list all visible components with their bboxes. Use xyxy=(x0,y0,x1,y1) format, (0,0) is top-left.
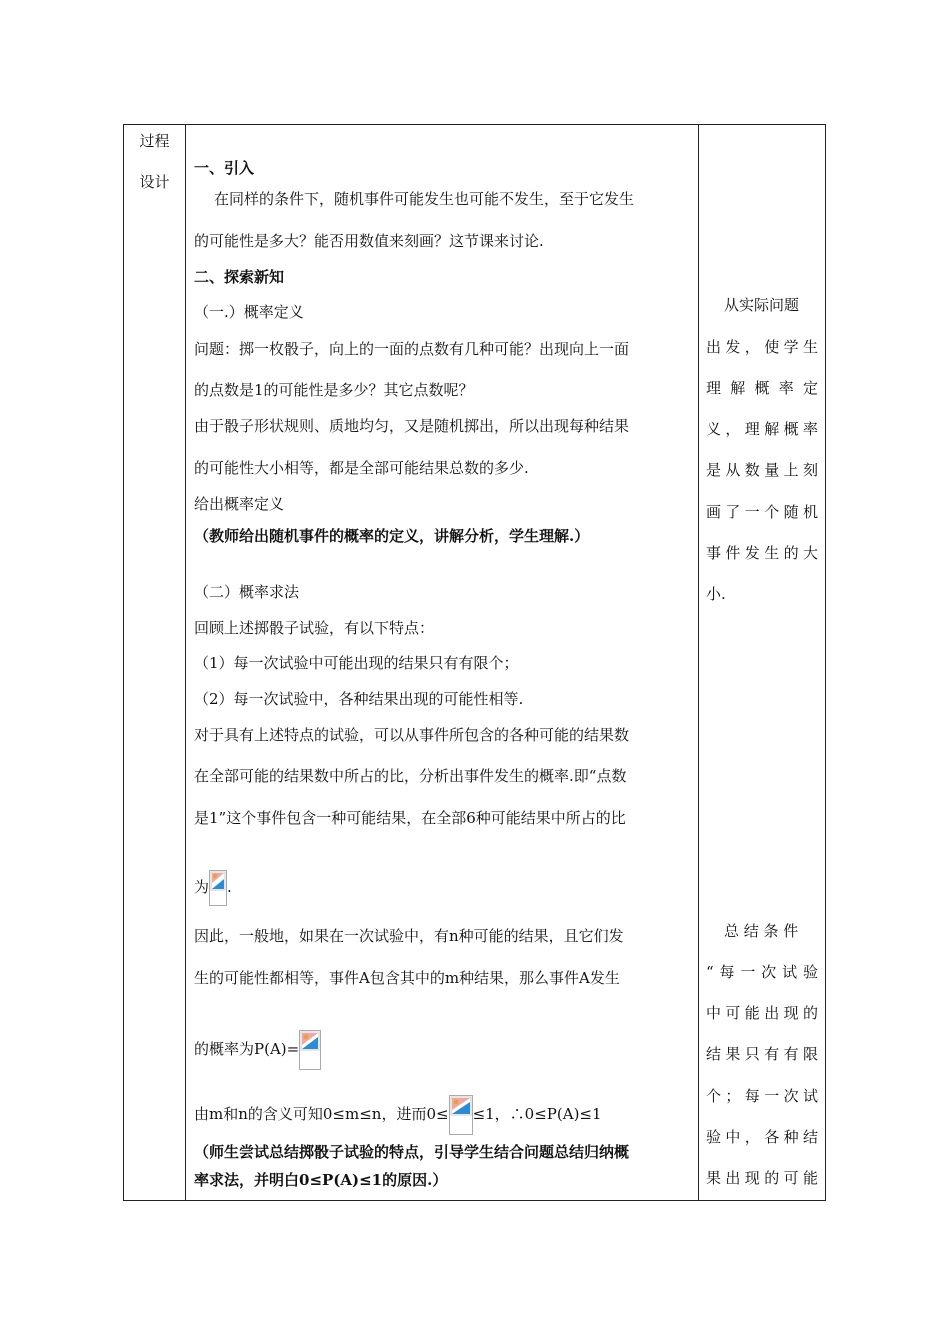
text: 由m和n的含义可知0≤m≤n，进而0≤ xyxy=(194,1105,449,1123)
paragraph xyxy=(194,1095,602,1135)
paragraph: 回顾上述掷骰子试验，有以下特点： xyxy=(194,619,435,637)
paragraph: 问题：掷一枚骰子，向上的一面的点数有几种可能？出现向上一面 xyxy=(194,340,630,358)
section-title: （二）概率求法 xyxy=(194,583,300,601)
note-line: “每一次试验 xyxy=(706,963,818,981)
note-line: 验中，各种结 xyxy=(706,1128,818,1146)
text: 的概率为P(A)= xyxy=(194,1040,300,1058)
teacher-note: （教师给出随机事件的概率的定义，讲解分析，学生理解.） xyxy=(194,527,590,545)
heading-explore: 二、探索新知 xyxy=(194,268,285,286)
section-title: （一.）概率定义 xyxy=(194,303,304,321)
note-line: 是从数量上刻 xyxy=(706,461,818,479)
note-line: 事件发生的大 xyxy=(706,544,818,562)
feature-item: （1）每一次试验中可能出现的结果只有有限个； xyxy=(194,654,519,672)
note-line: 果出现的可能 xyxy=(706,1169,818,1187)
paragraph: 由于骰子形状规则、质地均匀，又是随机掷出，所以出现每种结果 xyxy=(194,417,630,435)
note-line: 理解概率定 xyxy=(706,379,818,397)
note-line: 总 结 条 件 xyxy=(724,922,799,940)
stage-label: 设计 xyxy=(139,173,170,191)
paragraph: 对于具有上述特点的试验，可以从事件所包含的各种可能的结果数 xyxy=(194,726,630,744)
note-line: 中可能出现的 xyxy=(706,1004,818,1022)
formula-image-icon xyxy=(299,1030,321,1070)
formula-image-icon xyxy=(449,1095,473,1135)
formula-image-icon xyxy=(209,870,227,906)
note-line: 小. xyxy=(706,585,726,603)
text: 为 xyxy=(194,878,210,896)
teacher-note: 率求法，并明白0≤P(A)≤1的原因.） xyxy=(194,1171,448,1189)
text: ≤1，∴0≤P(A)≤1 xyxy=(472,1105,602,1123)
note-line: 从实际问题 xyxy=(724,296,800,314)
paragraph xyxy=(194,1030,321,1070)
note-line: 画了一个随机 xyxy=(706,503,818,521)
note-line: 出发，使学生 xyxy=(706,338,818,356)
paragraph: 因此，一般地，如果在一次试验中，有n种可能的结果，且它们发 xyxy=(194,927,624,945)
text: . xyxy=(227,878,232,896)
note-line: 结果只有有限 xyxy=(706,1045,818,1063)
paragraph: 在全部可能的结果数中所占的比，分析出事件发生的概率.即“点数 xyxy=(194,767,627,785)
column-divider xyxy=(185,125,186,1200)
paragraph: 的可能性是多大？能否用数值来刻画？这节课来讨论. xyxy=(194,232,544,250)
lesson-table xyxy=(123,124,826,1201)
feature-item: （2）每一次试验中，各种结果出现的可能性相等. xyxy=(194,690,524,708)
paragraph: 在同样的条件下，随机事件可能发生也可能不发生，至于它发生 xyxy=(214,190,635,208)
paragraph: 给出概率定义 xyxy=(194,495,285,513)
note-line: 个；每一次试 xyxy=(706,1087,818,1105)
paragraph: 生的可能性都相等，事件A包含其中的m种结果，那么事件A发生 xyxy=(194,969,620,987)
teacher-note: （师生尝试总结掷骰子试验的特点，引导学生结合问题总结归纳概 xyxy=(194,1143,630,1161)
paragraph: 的可能性大小相等，都是全部可能结果总数的多少. xyxy=(194,459,529,477)
heading-intro: 一、引入 xyxy=(194,159,255,177)
paragraph: 的点数是1的可能性是多少？其它点数呢？ xyxy=(194,381,474,399)
paragraph xyxy=(194,870,232,906)
stage-label: 过程 xyxy=(139,132,170,150)
paragraph: 是1”这个事件包含一种可能结果，在全部6种可能结果中所占的比 xyxy=(194,809,626,827)
column-divider xyxy=(698,125,699,1200)
note-line: 义，理解概率 xyxy=(706,420,818,438)
